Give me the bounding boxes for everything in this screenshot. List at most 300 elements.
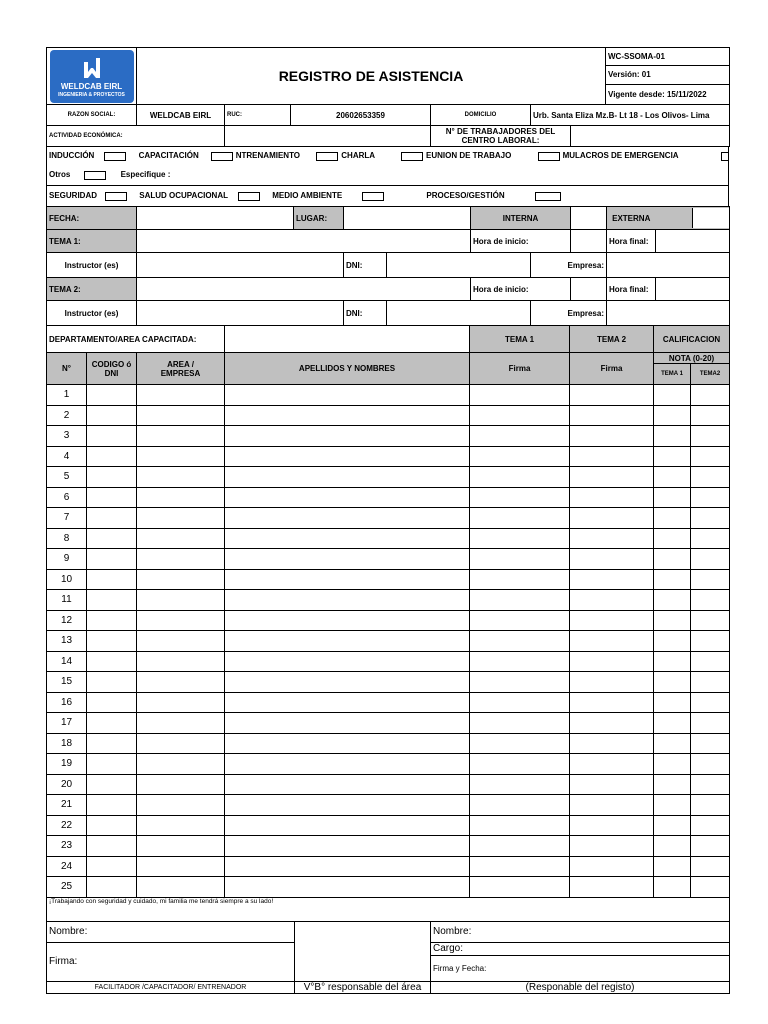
row-nota2[interactable] — [691, 569, 730, 590]
row-firma1[interactable] — [470, 795, 570, 816]
row-codigo[interactable] — [87, 815, 137, 836]
row-number: 4 — [47, 446, 87, 467]
weldcab-logo-icon — [80, 56, 104, 80]
row-nota2[interactable] — [691, 877, 730, 898]
entrenamiento-checkbox[interactable] — [316, 152, 338, 161]
row-apellidos[interactable] — [225, 385, 470, 406]
row-apellidos[interactable] — [225, 836, 470, 857]
company-table — [46, 104, 730, 126]
row-area[interactable] — [137, 733, 225, 754]
row-nota1[interactable] — [654, 426, 691, 447]
row-area[interactable] — [137, 549, 225, 570]
row-firma1[interactable] — [470, 672, 570, 693]
table-row — [47, 590, 730, 611]
salud-label: SALUD OCUPACIONAL — [139, 191, 228, 201]
medio-label: MEDIO AMBIENTE — [272, 191, 343, 201]
header-table — [46, 47, 730, 105]
tema2-value[interactable] — [137, 278, 471, 301]
row-nota2[interactable] — [691, 467, 730, 488]
row-apellidos[interactable] — [225, 692, 470, 713]
row-nota1[interactable] — [654, 692, 691, 713]
attendance-rows — [47, 385, 730, 898]
row-nota1[interactable] — [654, 815, 691, 836]
row-area[interactable] — [137, 467, 225, 488]
row-nota1[interactable] — [654, 877, 691, 898]
area-header-line2: EMPRESA — [160, 368, 201, 378]
row-codigo[interactable] — [87, 774, 137, 795]
row-nota1[interactable] — [654, 713, 691, 734]
row-firma1[interactable] — [470, 446, 570, 467]
row-nota1[interactable] — [654, 569, 691, 590]
row-apellidos[interactable] — [225, 774, 470, 795]
row-codigo[interactable] — [87, 733, 137, 754]
vb-caption: V°B° responsable del área — [295, 981, 431, 993]
medio-checkbox[interactable] — [362, 192, 384, 201]
row-codigo[interactable] — [87, 672, 137, 693]
row-number: 16 — [47, 692, 87, 713]
table-row — [47, 754, 730, 775]
table-row — [47, 631, 730, 652]
row-firma2[interactable] — [570, 569, 654, 590]
trabajadores-label-line1: N° DE TRABAJADORES DEL — [445, 127, 556, 136]
table-row — [47, 487, 730, 508]
row-number: 18 — [47, 733, 87, 754]
row-codigo[interactable] — [87, 651, 137, 672]
row-nota2[interactable] — [691, 590, 730, 611]
row-codigo[interactable] — [87, 426, 137, 447]
tema1-hora-inicio-value[interactable] — [571, 230, 607, 253]
row-nota2[interactable] — [691, 754, 730, 775]
row-apellidos[interactable] — [225, 426, 470, 447]
row-firma1[interactable] — [470, 836, 570, 857]
row-firma1[interactable] — [470, 651, 570, 672]
row-codigo[interactable] — [87, 528, 137, 549]
row-nota1[interactable] — [654, 733, 691, 754]
row-apellidos[interactable] — [225, 815, 470, 836]
row-firma1[interactable] — [470, 569, 570, 590]
row-number: 17 — [47, 713, 87, 734]
row-nota2[interactable] — [691, 508, 730, 529]
apellidos-header: APELLIDOS Y NOMBRES — [225, 353, 470, 385]
row-area[interactable] — [137, 405, 225, 426]
row-firma2[interactable] — [570, 815, 654, 836]
row-area[interactable] — [137, 610, 225, 631]
row-nota2[interactable] — [691, 795, 730, 816]
row-firma2[interactable] — [570, 405, 654, 426]
row-nota2[interactable] — [691, 446, 730, 467]
row-number: 25 — [47, 877, 87, 898]
row-apellidos[interactable] — [225, 754, 470, 775]
charla-checkbox[interactable] — [401, 152, 423, 161]
row-firma1[interactable] — [470, 610, 570, 631]
departamento-value[interactable] — [225, 326, 470, 353]
row-apellidos[interactable] — [225, 405, 470, 426]
row-area[interactable] — [137, 569, 225, 590]
row-firma2[interactable] — [570, 631, 654, 652]
row-area[interactable] — [137, 426, 225, 447]
row-codigo[interactable] — [87, 590, 137, 611]
row-nota2[interactable] — [691, 549, 730, 570]
row-apellidos[interactable] — [225, 467, 470, 488]
especifique-label: Especifique : — [120, 170, 171, 180]
row-apellidos[interactable] — [225, 672, 470, 693]
row-apellidos[interactable] — [225, 528, 470, 549]
row-firma2[interactable] — [570, 754, 654, 775]
actividad-label: ACTIVIDAD ECONÓMICA: — [47, 126, 225, 147]
row-firma1[interactable] — [470, 692, 570, 713]
row-number: 24 — [47, 856, 87, 877]
row-codigo[interactable] — [87, 405, 137, 426]
row-firma1[interactable] — [470, 754, 570, 775]
row-codigo[interactable] — [87, 631, 137, 652]
row-codigo[interactable] — [87, 836, 137, 857]
row-area[interactable] — [137, 590, 225, 611]
table-row — [47, 385, 730, 406]
row-area[interactable] — [137, 795, 225, 816]
row-nota1[interactable] — [654, 487, 691, 508]
row-firma2[interactable] — [570, 836, 654, 857]
table-row — [47, 651, 730, 672]
departamento-label: DEPARTAMENTO/AREA CAPACITADA: — [47, 326, 225, 353]
row-apellidos[interactable] — [225, 549, 470, 570]
ruc-label: RUC: — [225, 105, 291, 126]
row-apellidos[interactable] — [225, 446, 470, 467]
row-firma2[interactable] — [570, 446, 654, 467]
row-nota1[interactable] — [654, 446, 691, 467]
row-firma2[interactable] — [570, 590, 654, 611]
row-number: 2 — [47, 405, 87, 426]
row-nota1[interactable] — [654, 754, 691, 775]
tema2-empresa-value[interactable] — [607, 301, 730, 326]
table-row — [47, 426, 730, 447]
row-firma1[interactable] — [470, 631, 570, 652]
row-firma2[interactable] — [570, 487, 654, 508]
row-number: 12 — [47, 610, 87, 631]
entrenamiento-label: NTRENAMIENTO — [235, 151, 301, 161]
tema1-hora-inicio-label: Hora de inicio: — [471, 230, 571, 253]
interna-value[interactable] — [571, 207, 607, 230]
table-row — [47, 713, 730, 734]
row-nota2[interactable] — [691, 426, 730, 447]
row-codigo[interactable] — [87, 754, 137, 775]
row-codigo[interactable] — [87, 549, 137, 570]
row-firma2[interactable] — [570, 733, 654, 754]
row-nota1[interactable] — [654, 631, 691, 652]
table-row — [47, 733, 730, 754]
reunion-checkbox[interactable] — [538, 152, 560, 161]
row-area[interactable] — [137, 877, 225, 898]
company-logo — [50, 50, 134, 103]
row-number: 20 — [47, 774, 87, 795]
ruc-value[interactable]: 20602653359 — [291, 105, 431, 126]
session-table — [46, 206, 730, 326]
row-codigo[interactable] — [87, 713, 137, 734]
row-area[interactable] — [137, 836, 225, 857]
induccion-checkbox[interactable] — [104, 152, 126, 161]
row-nota2[interactable] — [691, 815, 730, 836]
row-area[interactable] — [137, 672, 225, 693]
tema2-dni-label: DNI: — [344, 301, 387, 326]
row-codigo[interactable] — [87, 795, 137, 816]
tema1-instructor-label: Instructor (es) — [47, 253, 137, 278]
row-nota2[interactable] — [691, 651, 730, 672]
row-firma1[interactable] — [470, 528, 570, 549]
row-area[interactable] — [137, 774, 225, 795]
tema1-empresa-value[interactable] — [607, 253, 730, 278]
row-number: 1 — [47, 385, 87, 406]
row-nota1[interactable] — [654, 405, 691, 426]
row-number: 23 — [47, 836, 87, 857]
row-firma2[interactable] — [570, 795, 654, 816]
slogan: ¡Trabajando con seguridad y cuidado, mi familia me tendrá siempre a su lado! — [47, 897, 730, 921]
types-table — [46, 146, 729, 207]
row-number: 5 — [47, 467, 87, 488]
table-row — [47, 672, 730, 693]
actividad-value[interactable] — [225, 126, 431, 147]
salud-checkbox[interactable] — [238, 192, 260, 201]
tema1-instructor-value[interactable] — [137, 253, 344, 278]
table-row — [47, 405, 730, 426]
externa-value[interactable] — [656, 207, 730, 230]
facilitador-firma-label: Firma: — [47, 942, 295, 981]
row-apellidos[interactable] — [225, 795, 470, 816]
trabajadores-label-line2: CENTRO LABORAL: — [461, 136, 540, 145]
row-codigo[interactable] — [87, 569, 137, 590]
logo-tagline: INGENIERIA & PROYECTOS — [58, 91, 125, 98]
row-area[interactable] — [137, 446, 225, 467]
row-firma1[interactable] — [470, 815, 570, 836]
facilitador-caption: FACILITADOR /CAPACITADOR/ ENTRENADOR — [47, 981, 295, 993]
footer-table — [46, 897, 730, 994]
responsable-firma-fecha-label: Firma y Fecha: — [433, 963, 487, 973]
fecha-value[interactable] — [137, 207, 294, 230]
row-nota2[interactable] — [691, 487, 730, 508]
lugar-label: LUGAR: — [294, 207, 344, 230]
simulacros-checkbox[interactable] — [721, 152, 729, 161]
row-firma1[interactable] — [470, 405, 570, 426]
tema1-dni-label: DNI: — [344, 253, 387, 278]
row-firma2[interactable] — [570, 610, 654, 631]
row-firma2[interactable] — [570, 549, 654, 570]
row-nota1[interactable] — [654, 774, 691, 795]
row-area[interactable] — [137, 651, 225, 672]
row-number: 21 — [47, 795, 87, 816]
row-apellidos[interactable] — [225, 508, 470, 529]
row-nota2[interactable] — [691, 672, 730, 693]
row-nota2[interactable] — [691, 774, 730, 795]
domicilio-value[interactable]: Urb. Santa Eliza Mz.B- Lt 18 - Los Olivos- Lima — [531, 105, 730, 126]
row-firma2[interactable] — [570, 426, 654, 447]
capacitacion-checkbox[interactable] — [211, 152, 233, 161]
tema1-empresa-label: Empresa: — [531, 253, 607, 278]
table-row — [47, 610, 730, 631]
nota-t2-header: TEMA2 — [691, 364, 730, 385]
row-apellidos[interactable] — [225, 877, 470, 898]
types-row-1 — [47, 147, 729, 166]
codigo-header-line1: CODIGO ó — [91, 359, 132, 369]
row-nota2[interactable] — [691, 856, 730, 877]
row-codigo[interactable] — [87, 692, 137, 713]
nro-header: N° — [47, 353, 87, 385]
row-nota1[interactable] — [654, 651, 691, 672]
row-nota1[interactable] — [654, 549, 691, 570]
tema1-dni-value[interactable] — [387, 253, 531, 278]
codigo-header — [87, 353, 137, 385]
row-nota1[interactable] — [654, 528, 691, 549]
reunion-label: EUNION DE TRABAJO — [425, 151, 512, 161]
tema1-hora-final-value[interactable] — [656, 230, 730, 253]
row-firma1[interactable] — [470, 856, 570, 877]
otros-label: Otros — [49, 170, 71, 180]
firma2-header: Firma — [570, 353, 654, 385]
table-row — [47, 508, 730, 529]
row-area[interactable] — [137, 856, 225, 877]
otros-checkbox[interactable] — [84, 171, 106, 180]
row-codigo[interactable] — [87, 446, 137, 467]
row-apellidos[interactable] — [225, 631, 470, 652]
responsable-nombre-label: Nombre: — [431, 921, 730, 942]
tema2-hora-final-value[interactable] — [656, 278, 730, 301]
row-nota1[interactable] — [654, 795, 691, 816]
row-area[interactable] — [137, 692, 225, 713]
row-firma2[interactable] — [570, 692, 654, 713]
row-nota2[interactable] — [691, 528, 730, 549]
row-nota1[interactable] — [654, 836, 691, 857]
form-version: Versión: 01 — [606, 65, 730, 85]
row-number: 8 — [47, 528, 87, 549]
row-nota1[interactable] — [654, 672, 691, 693]
razon-social-value[interactable]: WELDCAB EIRL — [137, 105, 225, 126]
row-firma2[interactable] — [570, 651, 654, 672]
row-firma2[interactable] — [570, 467, 654, 488]
row-nota1[interactable] — [654, 467, 691, 488]
row-firma1[interactable] — [470, 426, 570, 447]
types-row-3 — [47, 186, 729, 207]
charla-label: CHARLA — [341, 151, 375, 161]
induccion-label: INDUCCIÓN — [49, 151, 95, 161]
row-number: 14 — [47, 651, 87, 672]
razon-social-label: RAZON SOCIAL: — [47, 105, 137, 126]
row-nota1[interactable] — [654, 508, 691, 529]
row-firma1[interactable] — [470, 877, 570, 898]
row-firma1[interactable] — [470, 713, 570, 734]
table-row — [47, 528, 730, 549]
row-nota2[interactable] — [691, 631, 730, 652]
row-nota2[interactable] — [691, 692, 730, 713]
tema1-value[interactable] — [137, 230, 471, 253]
row-apellidos[interactable] — [225, 610, 470, 631]
row-nota2[interactable] — [691, 385, 730, 406]
row-firma1[interactable] — [470, 549, 570, 570]
row-codigo[interactable] — [87, 487, 137, 508]
vb-signature-box[interactable] — [295, 921, 431, 981]
attendance-form — [46, 47, 729, 994]
row-firma1[interactable] — [470, 774, 570, 795]
row-apellidos[interactable] — [225, 713, 470, 734]
tema1-hora-final-label: Hora final: — [607, 230, 656, 253]
row-nota1[interactable] — [654, 610, 691, 631]
row-codigo[interactable] — [87, 856, 137, 877]
tema2-label: TEMA 2: — [47, 278, 137, 301]
facilitador-nombre-label: Nombre: — [47, 921, 295, 942]
seguridad-label: SEGURIDAD — [49, 191, 98, 201]
row-number: 11 — [47, 590, 87, 611]
row-area[interactable] — [137, 528, 225, 549]
row-codigo[interactable] — [87, 385, 137, 406]
interna-label: INTERNA — [471, 207, 571, 230]
proceso-checkbox[interactable] — [535, 192, 561, 201]
row-area[interactable] — [137, 385, 225, 406]
row-apellidos[interactable] — [225, 569, 470, 590]
row-apellidos[interactable] — [225, 487, 470, 508]
row-firma2[interactable] — [570, 672, 654, 693]
row-firma1[interactable] — [470, 508, 570, 529]
tema2-dni-value[interactable] — [387, 301, 531, 326]
row-codigo[interactable] — [87, 467, 137, 488]
row-nota1[interactable] — [654, 385, 691, 406]
row-firma1[interactable] — [470, 487, 570, 508]
row-number: 6 — [47, 487, 87, 508]
row-apellidos[interactable] — [225, 590, 470, 611]
trabajadores-value[interactable] — [571, 126, 730, 147]
row-apellidos[interactable] — [225, 651, 470, 672]
tema2-hora-inicio-label: Hora de inicio: — [471, 278, 571, 301]
row-codigo[interactable] — [87, 508, 137, 529]
row-nota2[interactable] — [691, 713, 730, 734]
row-firma1[interactable] — [470, 733, 570, 754]
tema2-hora-inicio-value[interactable] — [571, 278, 607, 301]
row-area[interactable] — [137, 713, 225, 734]
row-firma2[interactable] — [570, 877, 654, 898]
domicilio-label: DOMICILIO — [431, 105, 531, 126]
tema2-instructor-value[interactable] — [137, 301, 344, 326]
row-area[interactable] — [137, 631, 225, 652]
row-apellidos[interactable] — [225, 856, 470, 877]
row-nota1[interactable] — [654, 856, 691, 877]
row-firma2[interactable] — [570, 528, 654, 549]
responsable-cargo-label: Cargo: — [431, 943, 729, 956]
row-firma1[interactable] — [470, 590, 570, 611]
row-firma2[interactable] — [570, 713, 654, 734]
row-firma1[interactable] — [470, 467, 570, 488]
row-nota2[interactable] — [691, 405, 730, 426]
row-codigo[interactable] — [87, 877, 137, 898]
area-header-line1: AREA / — [167, 359, 194, 369]
row-firma2[interactable] — [570, 385, 654, 406]
lugar-value[interactable] — [344, 207, 471, 230]
row-area[interactable] — [137, 487, 225, 508]
row-nota2[interactable] — [691, 836, 730, 857]
row-area[interactable] — [137, 754, 225, 775]
row-firma1[interactable] — [470, 385, 570, 406]
row-nota1[interactable] — [654, 590, 691, 611]
row-firma2[interactable] — [570, 508, 654, 529]
row-firma2[interactable] — [570, 774, 654, 795]
row-number: 19 — [47, 754, 87, 775]
row-codigo[interactable] — [87, 610, 137, 631]
seguridad-checkbox[interactable] — [105, 192, 127, 201]
row-firma2[interactable] — [570, 856, 654, 877]
row-area[interactable] — [137, 815, 225, 836]
row-apellidos[interactable] — [225, 733, 470, 754]
row-nota2[interactable] — [691, 610, 730, 631]
capacitacion-label: CAPACITACIÓN — [138, 151, 199, 161]
row-area[interactable] — [137, 508, 225, 529]
table-row — [47, 774, 730, 795]
logo-name: WELDCAB EIRL — [60, 81, 123, 91]
form-code: WC-SSOMA-01 — [606, 48, 730, 66]
row-nota2[interactable] — [691, 733, 730, 754]
